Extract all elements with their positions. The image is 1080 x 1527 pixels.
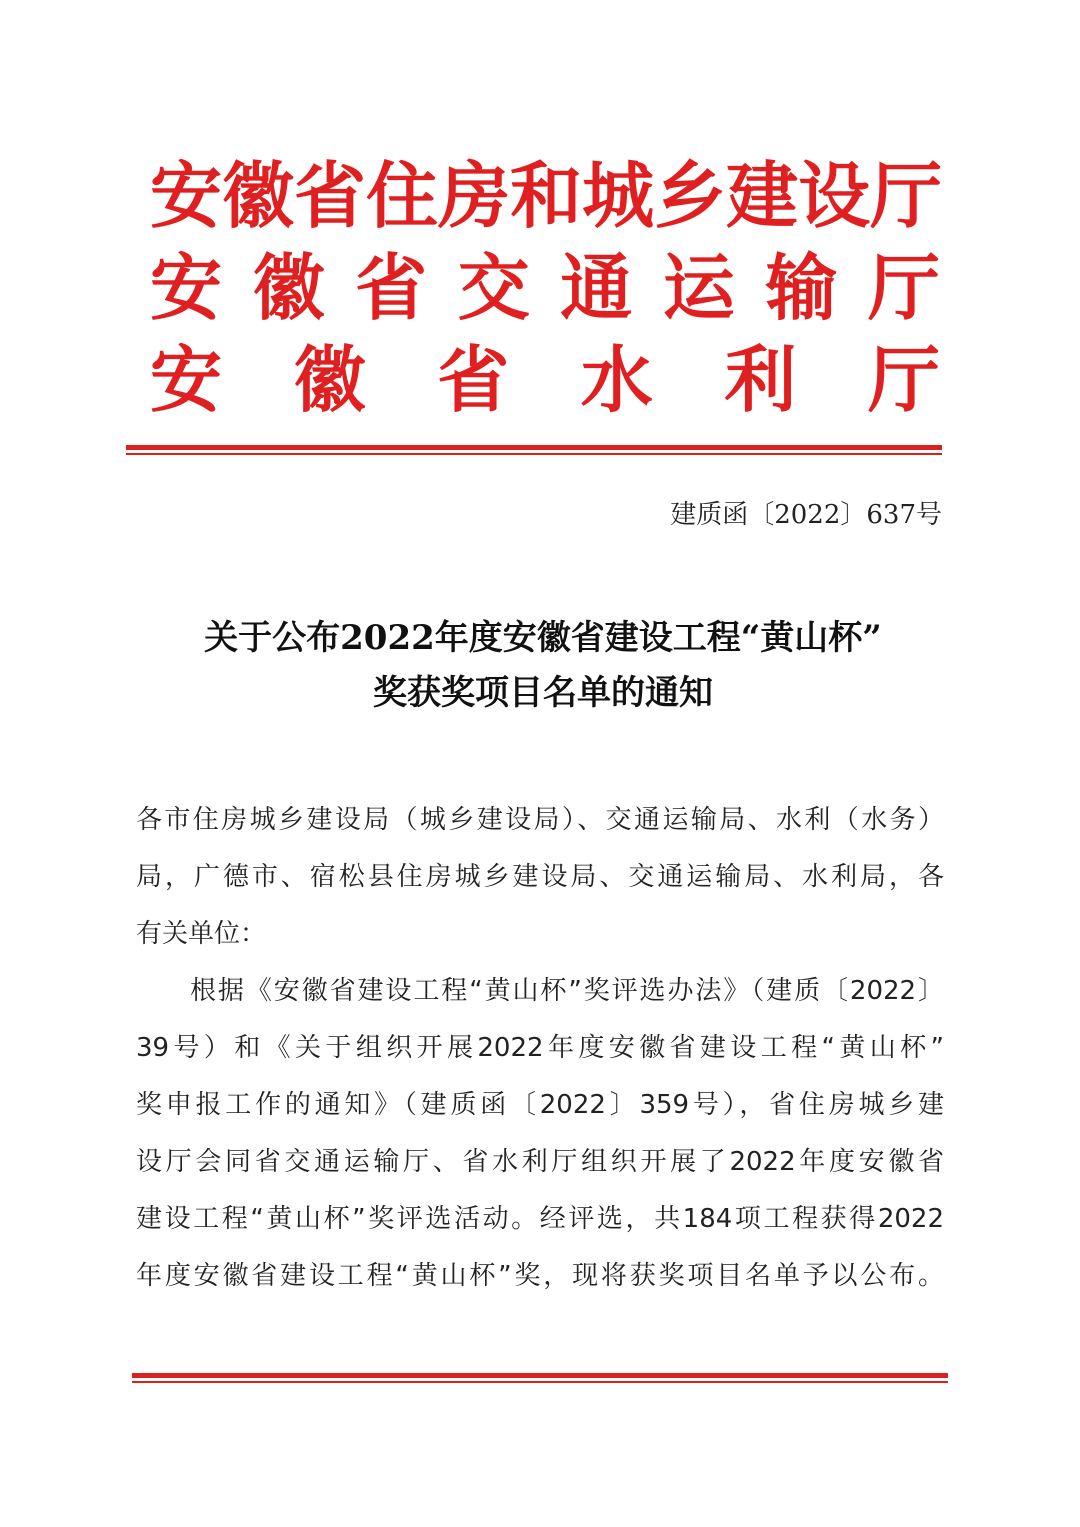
header-char: 交: [457, 246, 530, 330]
header-char: 利: [724, 338, 797, 422]
header-char: 安: [150, 338, 223, 422]
paragraph-line: 39号）和《关于组织开展2022年度安徽省建设工程“黄山杯”: [136, 1033, 944, 1063]
header-red-rule: [126, 445, 942, 455]
paragraph-line: 设厅会同省交通运输厅、省水利厅组织开展了2022年度安徽省: [136, 1147, 944, 1177]
paragraph-line: 建设工程“黄山杯”奖评选活动。经评选，共184项工程获得2022: [136, 1204, 944, 1234]
notice-title-line-1: 关于公布2022年度安徽省建设工程“黄山杯”: [204, 618, 882, 658]
paragraph-line: 奖申报工作的通知》（建质函〔2022〕359号），省住房城乡建: [136, 1090, 944, 1120]
rule-thick-line: [126, 445, 942, 450]
header-char: 和: [510, 154, 583, 238]
paragraph-line: 年度安徽省建设工程“黄山杯”奖，现将获奖项目名单予以公布。: [136, 1261, 944, 1291]
header-char: 省: [437, 338, 510, 422]
header-char: 通: [560, 246, 633, 330]
header-char: 输: [765, 246, 838, 330]
addressee-line: 有关单位：: [136, 919, 267, 949]
header-char: 城: [582, 154, 655, 238]
header-char: 安: [150, 246, 223, 330]
header-char: 省: [294, 154, 367, 238]
header-char: 徽: [293, 338, 366, 422]
header-char: 设: [798, 154, 871, 238]
header-char: 运: [662, 246, 735, 330]
issuing-agencies-header: [150, 150, 943, 426]
notice-title-line-2: 奖获奖项目名单的通知: [373, 673, 713, 713]
rule-thin-line: [126, 453, 942, 455]
header-char: 房: [438, 154, 511, 238]
rule-thin-line: [132, 1381, 948, 1383]
header-char: 徽: [252, 246, 325, 330]
addressee-line: 局，广德市、宿松县住房城乡建设局、交通运输局、水利局，各: [136, 862, 944, 892]
header-char: 建: [726, 154, 799, 238]
header-char: 住: [366, 154, 439, 238]
agency-housing-construction: [150, 150, 943, 242]
agency-transportation: [150, 242, 940, 334]
header-char: 省: [355, 246, 428, 330]
notice-body: [136, 792, 944, 1305]
header-char: 厅: [867, 246, 940, 330]
addressee-line: 各市住房城乡建设局（城乡建设局）、交通运输局、水利（水务）: [136, 805, 944, 835]
header-char: 徽: [222, 154, 295, 238]
rule-thick-line: [132, 1373, 948, 1378]
document-number: 建质函〔2022〕637号: [670, 500, 942, 530]
agency-water-resources: [150, 334, 940, 426]
header-char: 乡: [654, 154, 727, 238]
footer-red-rule: [132, 1373, 948, 1383]
paragraph-line: 根据《安徽省建设工程“黄山杯”奖评选办法》（建质〔2022〕: [190, 976, 944, 1006]
header-char: 安: [150, 154, 223, 238]
header-char: 厅: [867, 338, 940, 422]
header-char: 厅: [870, 154, 943, 238]
header-char: 水: [580, 338, 653, 422]
